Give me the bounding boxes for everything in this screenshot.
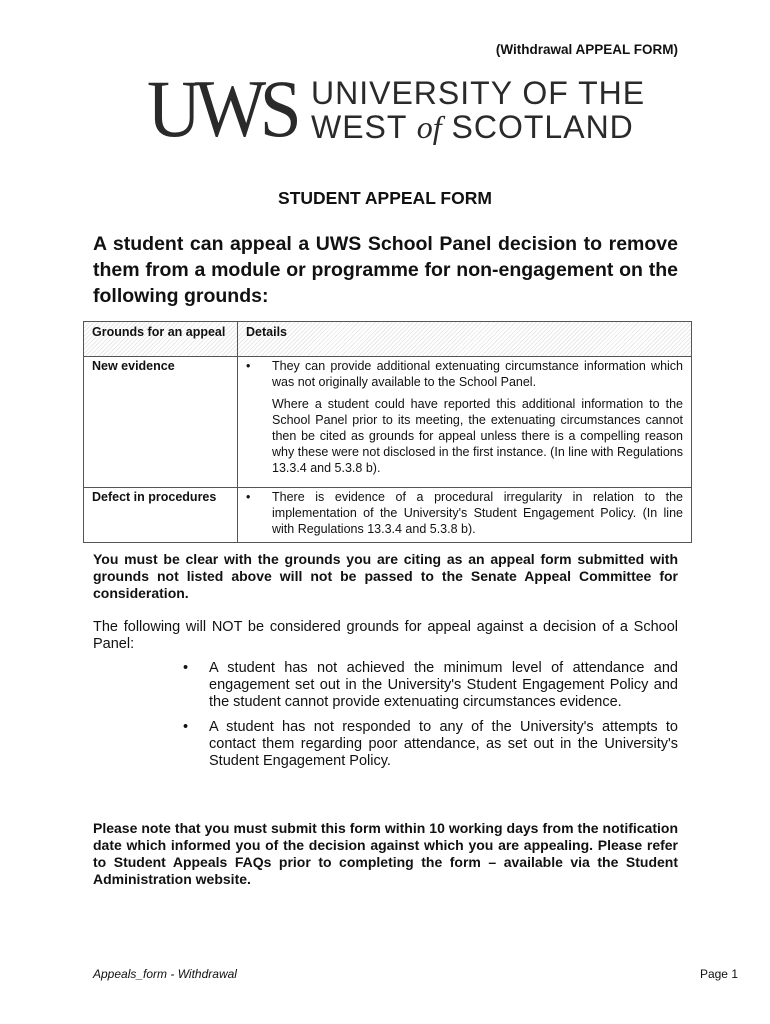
submission-note: Please note that you must submit this form within 10 working days from the notification date which informed you of the decision against which you are appealing. Please refer to Student Appeals FAQs prior to completing the form – available via the Student Administration website. <box>93 820 678 887</box>
table-header-row <box>84 322 692 357</box>
detail-cell <box>238 488 692 543</box>
detail-bullet: • There is evidence of a procedural irregularity in relation to the implementation of the University's Student Engagement Policy. (In line with Regulations 13.3.4 and 5.3.8 b). <box>246 490 683 536</box>
bullet-icon: • <box>246 490 251 504</box>
grounds-column-header: Grounds for an appeal <box>84 322 238 357</box>
details-column-header: Details <box>238 322 692 357</box>
detail-extra: Where a student could have reported this additional information to the School Panel prior to its meeting, the extenuating circumstances cannot then be cited as grounds for appeal unless there is a compelling reason why these were not disclosed in the first instance. (In line with Regulations 13.3.4 and 5.3.8 b). <box>272 397 683 475</box>
ground-cell: Defect in procedures <box>84 488 238 543</box>
detail-cell <box>238 357 692 488</box>
table-row <box>84 357 692 488</box>
ground-cell: New evidence <box>84 357 238 488</box>
bullet-icon: • <box>246 359 251 373</box>
logo-line-1: UNIVERSITY OF THE <box>311 75 646 111</box>
not-considered-list <box>183 660 678 778</box>
detail-bullet: • They can provide additional extenuating circumstance information which was not originally available to the School Panel. <box>246 359 683 389</box>
bullet-icon: • <box>183 719 189 735</box>
warning-paragraph: You must be clear with the grounds you are citing as an appeal form submitted with grounds not listed above will not be passed to the Senate Appeal Committee for consideration. <box>93 551 678 601</box>
logo-line-2: WEST of SCOTLAND <box>311 109 634 145</box>
list-item: • A student has not responded to any of the University's attempts to contact them regarding poor attendance, as set out in the University's Student Engagement Policy. <box>183 719 678 769</box>
grounds-table <box>83 321 692 543</box>
page-number: Page 1 <box>699 967 738 981</box>
table-row <box>84 488 692 543</box>
form-type-label: (Withdrawal APPEAL FORM) <box>495 42 678 57</box>
uws-logo <box>147 63 646 154</box>
footer-form-name: Appeals_form - Withdrawal <box>93 967 237 981</box>
bullet-icon: • <box>183 660 189 676</box>
page-title: STUDENT APPEAL FORM <box>278 188 492 208</box>
list-item: • A student has not achieved the minimum level of attendance and engagement set out in the University's Student Engagement Policy and the student cannot provide extenuating circumstances evidence. <box>183 660 678 710</box>
logo-mark: UWS <box>147 63 296 154</box>
not-considered-intro: The following will NOT be considered grounds for appeal against a decision of a School Panel: <box>93 619 678 652</box>
lead-statement: A student can appeal a UWS School Panel decision to remove them from a module or programme for non-engagement on the following grounds: <box>93 233 678 307</box>
